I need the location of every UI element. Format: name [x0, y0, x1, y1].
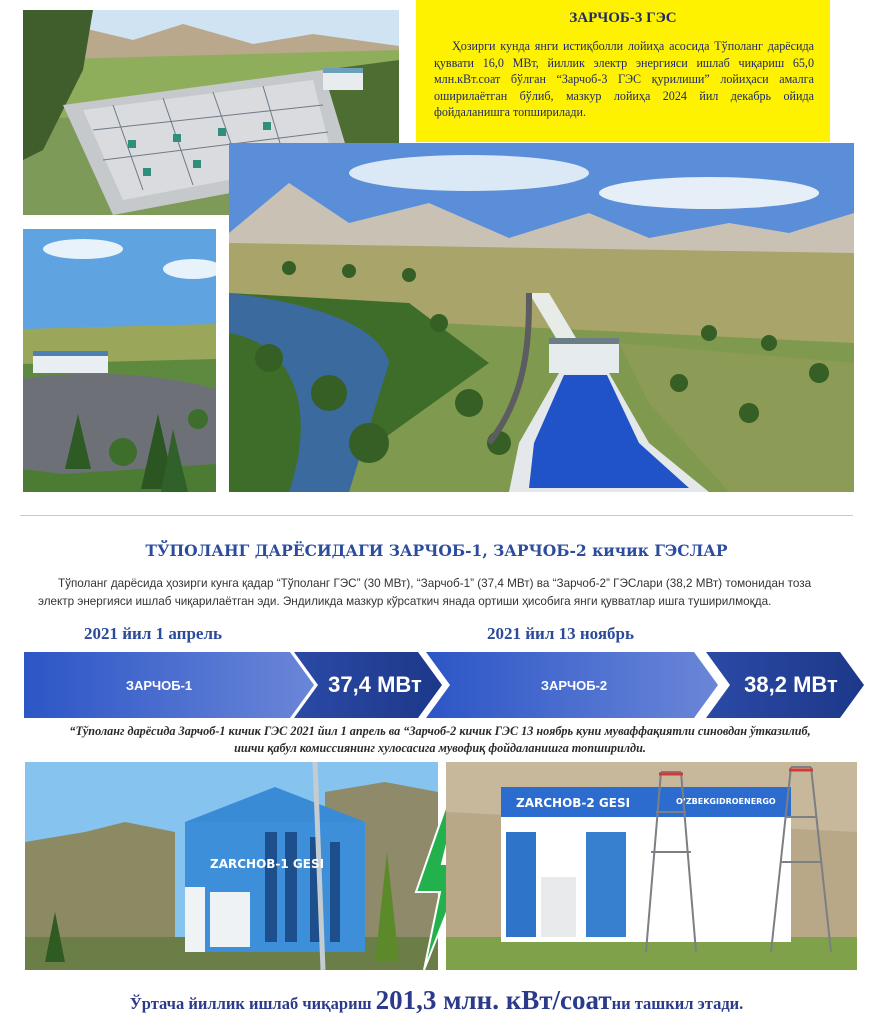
zarchob3-title: ЗАРЧОБ-3 ГЭС — [569, 10, 677, 26]
arrow-label-zarchob1: ЗАРЧОБ-1 — [125, 677, 193, 693]
section-description: Тўполанг дарёсида ҳозирги кунга қадар “Тўполанг ГЭС” (30 МВт), “Зарчоб-1” (37,4 МВт) ва “Зарчоб-2” ГЭСлари (38,2 МВт) томонидан тоза электр энергияси ишлаб чиқарилаётган эди. Эндиликда мазкур кўрсаткич янада ортиши ҳисобига янги қувватлар ишга туширилмоқда. — [38, 577, 812, 608]
commissioning-quote: “Тўполанг дарёсида Зарчоб-1 кичик ГЭС 2021 йил 1 апрель ва “Зарчоб-2 кичик ГЭС 13 ноябрь куни муваффақиятли синовдан ўтказилиб, ишчи қабул комиссиянинг хулосасига мувофиқ фойдаланишга топширилди. — [69, 724, 811, 755]
footer-value: 201,3 млн. кВт/соат — [375, 985, 612, 1015]
zarchob3-description: Ҳозирги кунда янги истиқболли лойиҳа асосида Тўполанг дарёсида қуввати 16,0 МВт, йиллик электр энергияси ишлаб чиқариш 65,0 млн.кВт.соат бўлган “Зарчоб-3 ГЭС қурилиши” лойиҳаси амалга оширилаётган бўлиб, мазкур лойиҳа 2024 йил декабрь ойида фойдаланишга топширилади. — [434, 39, 814, 119]
annual-output-footer — [0, 985, 873, 1016]
zarchob1-photo — [25, 762, 438, 970]
footer-suffix: ни ташкил этади. — [611, 994, 744, 1013]
zarchob2-photo — [446, 762, 857, 970]
timeline-arrows — [24, 652, 864, 718]
arrow-label-power1: 37,4 МВт — [328, 672, 422, 697]
section-divider — [20, 515, 853, 516]
date-zarchob2: 2021 йил 13 ноябрь — [487, 624, 634, 643]
zarchob2-sign: ZARCHOB-2 GESI — [516, 796, 631, 810]
section-title: ТЎПОЛАНГ ДАРЁСИДАГИ ЗАРЧОБ-1, ЗАРЧОБ-2 кичик ГЭСЛАР — [145, 541, 728, 560]
building-road-render-image — [23, 229, 216, 492]
zarchob3-landscape-render-image — [229, 143, 854, 492]
date-zarchob1: 2021 йил 1 апрель — [84, 624, 222, 643]
zarchob3-info-box — [416, 0, 830, 142]
arrow-label-zarchob2: ЗАРЧОБ-2 — [540, 677, 608, 693]
arrow-label-power2: 38,2 МВт — [744, 672, 838, 697]
zarchob2-company-sign: O‘ZBEKGIDROENERGO — [676, 797, 776, 806]
zarchob1-sign: ZARCHOB-1 GESI — [210, 857, 325, 871]
footer-prefix: Ўртача йиллик ишлаб чиқариш — [129, 994, 376, 1013]
